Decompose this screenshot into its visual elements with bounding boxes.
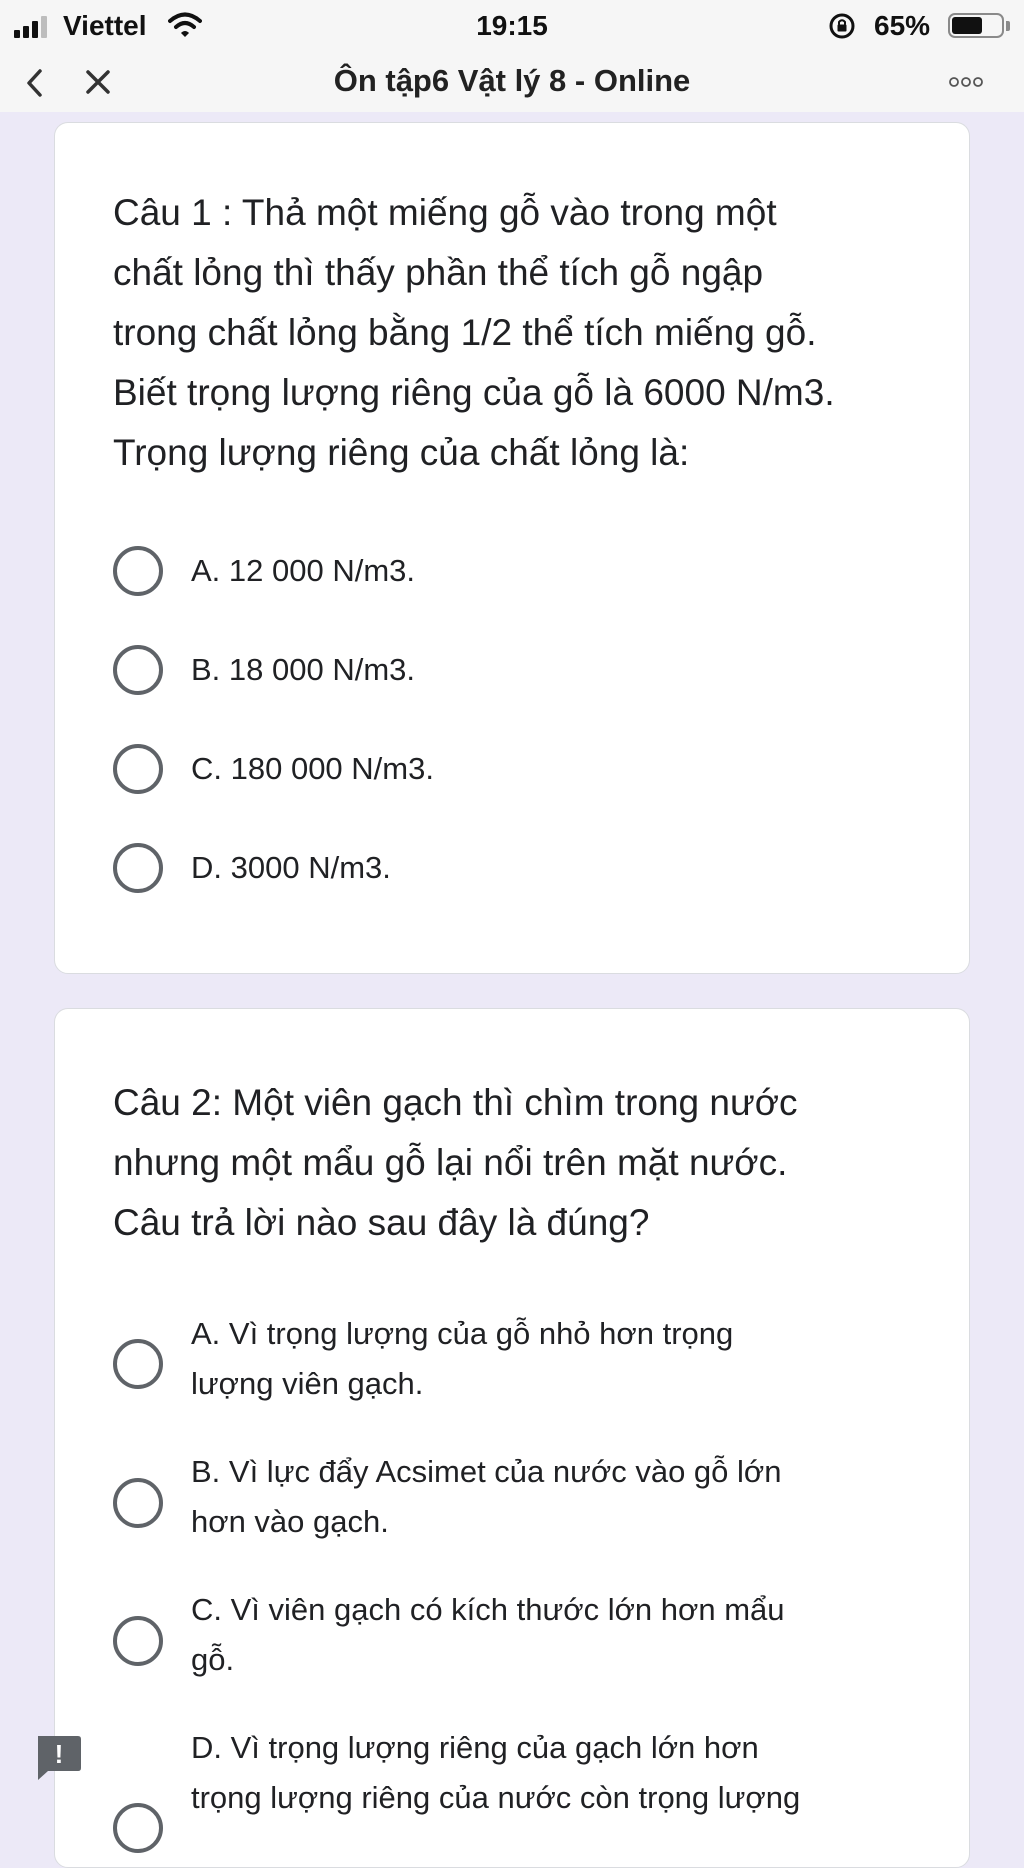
option-label: C. 180 000 N/m3. — [191, 751, 434, 786]
option-label — [191, 1447, 891, 1547]
option-line: D. Vì trọng lượng riêng của gạch lớn hơn — [191, 1730, 759, 1765]
battery-percent: 65% — [874, 10, 931, 41]
question-line: Trọng lượng riêng của chất lỏng là: — [113, 432, 690, 473]
option-line: A. Vì trọng lượng của gỗ nhỏ hơn trọng — [191, 1316, 734, 1351]
status-bar — [0, 0, 1024, 52]
question-card-2 — [54, 1008, 970, 1868]
battery-fill — [952, 17, 982, 34]
radio-button[interactable] — [113, 1803, 163, 1853]
battery-icon — [948, 13, 1004, 38]
question-line: nhưng một mẩu gỗ lại nổi trên mặt nước. — [113, 1142, 788, 1183]
clock: 19:15 — [476, 10, 548, 41]
radio-button[interactable] — [113, 1616, 163, 1666]
nav-bar — [0, 52, 1024, 112]
option-label: B. 18 000 N/m3. — [191, 652, 416, 687]
question-line: trong chất lỏng bằng 1/2 thể tích miếng gỗ. — [113, 312, 817, 353]
option-label — [191, 1309, 891, 1409]
question-line: Câu trả lời nào sau đây là đúng? — [113, 1202, 650, 1243]
radio-button[interactable] — [113, 843, 163, 893]
option-label — [191, 1585, 891, 1685]
question-line: Biết trọng lượng riêng của gỗ là 6000 N/m3. — [113, 372, 835, 413]
radio-button[interactable] — [113, 1478, 163, 1528]
option-line: lượng viên gạch. — [191, 1366, 424, 1401]
radio-button[interactable] — [113, 546, 163, 596]
option-line: B. Vì lực đẩy Acsimet của nước vào gỗ lớn — [191, 1454, 782, 1489]
question-card-1 — [54, 122, 970, 974]
question-line: Câu 1 : Thả một miếng gỗ vào trong một — [113, 192, 777, 233]
radio-button[interactable] — [113, 744, 163, 794]
option-line: C. Vì viên gạch có kích thước lớn hơn mẩu — [191, 1592, 785, 1627]
question-text-2 — [113, 1073, 933, 1253]
battery-nub — [1006, 21, 1010, 31]
question-line: chất lỏng thì thấy phần thể tích gỗ ngập — [113, 252, 764, 293]
page-title: Ôn tập6 Vật lý 8 - Online — [333, 63, 691, 98]
option-line: hơn vào gạch. — [191, 1504, 389, 1539]
orientation-lock-icon — [828, 12, 856, 40]
option-label: D. 3000 N/m3. — [191, 850, 391, 885]
feedback-icon[interactable] — [34, 1734, 82, 1782]
question-line: Câu 2: Một viên gạch thì chìm trong nước — [113, 1082, 798, 1123]
option-label — [191, 1723, 891, 1823]
carrier-name: Viettel — [63, 10, 147, 41]
question-text-1 — [113, 183, 933, 483]
feedback-glyph: ! — [54, 1739, 64, 1769]
option-line: trọng lượng riêng của nước còn trọng lượng — [191, 1780, 801, 1815]
option-line: gỗ. — [191, 1642, 235, 1677]
option-label: A. 12 000 N/m3. — [191, 553, 416, 588]
radio-button[interactable] — [113, 1339, 163, 1389]
radio-button[interactable] — [113, 645, 163, 695]
more-icon[interactable] — [948, 76, 984, 88]
